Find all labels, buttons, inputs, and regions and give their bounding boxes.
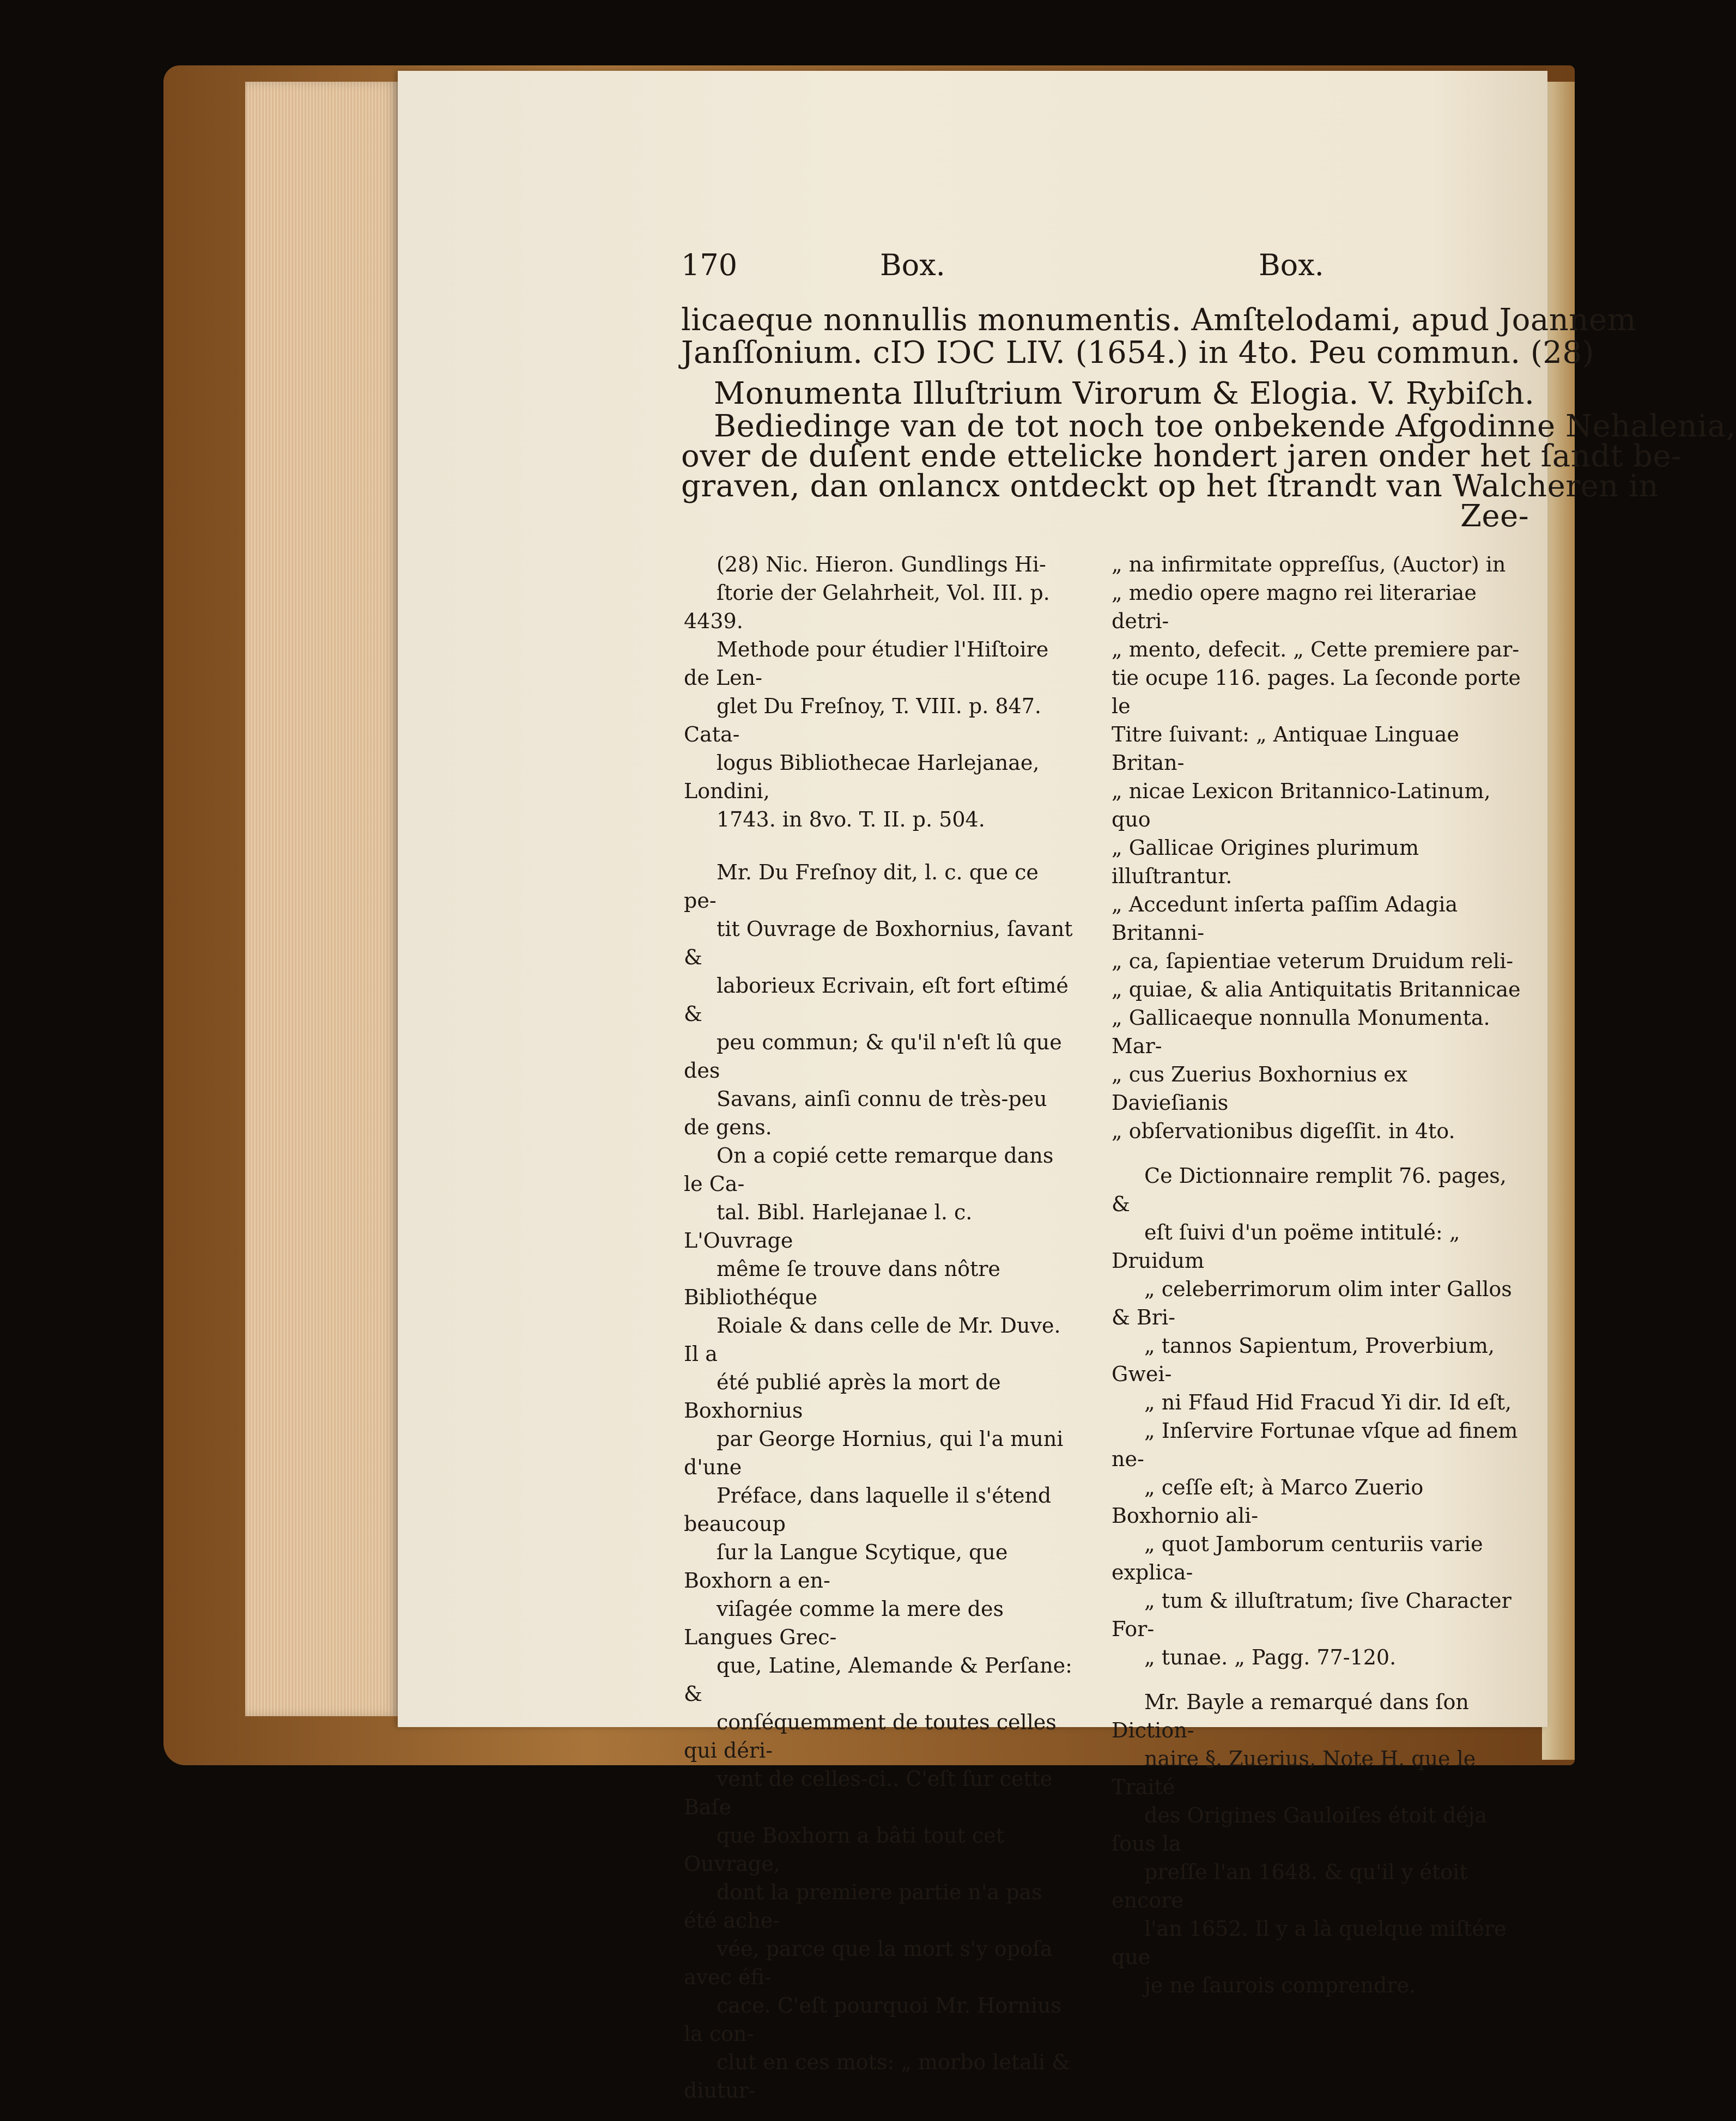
right-line: Mr. Bayle a remarqué dans ſon Diction- [1112,1690,1469,1742]
right-line: Ce Dictionnaire remplit 76. pages, & [1112,1164,1507,1216]
right-line: tie ocupe 116. pages. La ſeconde porte le [1112,666,1521,718]
footnote-line: ſtorie der Gelahrheit, Vol. III. p. 4439. [684,581,1050,633]
main-text-line: over de duſent ende ettelicke hondert jaren onder het ſandt be- [681,439,1682,474]
footnote-line: logus Bibliothecae Harlejanae, Londini, [684,751,1040,803]
right-line: „ celeberrimorum olim inter Gallos & Bri- [1112,1277,1512,1329]
remark-line: par George Hornius, qui l'a muni d'une [684,1427,1064,1479]
remark-line: conſéquemment de toutes celles qui déri- [684,1710,1057,1763]
remark-paragraph [684,858,1076,2105]
right-line: „ ni Ffaud Hid Fracud Yi dir. Id eſt, [1144,1390,1512,1414]
remark-line: Roiale & dans celle de Mr. Duve. Il a [684,1314,1061,1366]
right-line: Titre ſuivant: „ Antiquae Linguae Britan- [1112,722,1459,775]
right-line: naire §. Zuerius, Note H. que le Traité [1112,1747,1476,1799]
right-paragraph-1 [1112,550,1526,1145]
right-line: „ Gallicae Origines plurimum illuſtrantur. [1112,836,1419,888]
remark-line: clut en ces mots: „ morbo letali & diutur- [684,2050,1071,2102]
footnote-line: Methode pour étudier l'Hiſtoire de Len- [684,637,1049,690]
footnote-line: 1743. in 8vo. T. II. p. 504. [717,807,985,831]
remark-line: tal. Bibl. Harlejanae l. c. L'Ouvrage [684,1200,973,1253]
right-paragraph-3 [1112,1688,1526,2000]
main-text-line: licaeque nonnullis monumentis. Amſtelodami, apud Joannem [681,302,1637,338]
remark-line: peu commun; & qu'il n'eſt lû que des [684,1030,1062,1083]
remark-line: vent de celles-ci.. C'eſt ſur cette Baſe [684,1767,1053,1819]
remark-line: laborieux Ecrivain, eſt fort eſtimé & [684,974,1069,1026]
remark-line: Préface, dans laquelle il s'étend beaucoup [684,1484,1052,1536]
main-text-line: Monumenta Illuſtrium Virorum & Elogia. V. Rybiſch. [714,376,1535,411]
left-headword: Box. [880,248,945,282]
main-text-line: Zee- [1460,499,1529,534]
right-line: „ obſervationibus digeſſit. in 4to. [1112,1119,1455,1143]
right-line: eſt ſuivi d'un poëme intitulé: „ Druidum [1112,1220,1460,1273]
right-line: „ na infirmitate oppreſſus, (Auctor) in [1112,552,1506,576]
right-line: je ne ſaurois comprendre. [1144,1973,1416,1997]
remark-line: vée, parce que la mort s'y opoſa avec éfi- [684,1937,1053,1989]
footnote-line: (28) Nic. Hieron. Gundlings Hi- [717,552,1046,576]
remark-line: ſur la Langue Scytique, que Boxhorn a en- [684,1540,1008,1593]
remark-line: que, Latine, Alemande & Perſane: & [684,1654,1072,1706]
right-line: l'an 1652. Il y a là quelque miſtére que [1112,1917,1507,1969]
remark-line: que Boxhorn a bâti tout cet Ouvrage, [684,1824,1004,1876]
right-line: „ ca, ſapientiae veterum Druidum reli- [1112,949,1514,973]
remark-line: tit Ouvrage de Boxhornius, ſavant & [684,917,1073,969]
page-edges [245,82,398,1716]
remark-line: même ſe trouve dans nôtre Bibliothéque [684,1257,1000,1309]
right-line: „ quiae, & alia Antiquitatis Britannicae [1112,977,1521,1001]
right-column [1112,550,1526,2016]
right-line: „ nicae Lexicon Britannico-Latinum, quo [1112,779,1491,831]
remark-line: dont la premiere partie n'a pas été ache- [684,1880,1042,1932]
right-line: „ tannos Sapientum, Proverbium, Gwei- [1112,1334,1495,1386]
main-text-line: graven, dan onlancx ontdeckt op het ſtrandt van Walcheren in [681,469,1659,504]
remark-line: On a copié cette remarque dans le Ca- [684,1144,1054,1196]
right-line: „ tum & illuſtratum; ſive Character For- [1112,1589,1512,1641]
remark-line: cace. C'eſt pourquoi Mr. Hornius la con- [684,1994,1061,2046]
right-headword: Box. [1259,248,1324,282]
right-line: „ Gallicaeque nonnulla Monumenta. Mar- [1112,1006,1490,1058]
footnote-line: glet Du Freſnoy, T. VIII. p. 847. Cata- [684,694,1041,746]
right-line: des Origines Gauloiſes étoit déja ſous la [1112,1803,1488,1856]
right-line: preſſe l'an 1648. & qu'il y étoit encore [1112,1860,1468,1912]
right-line: „ quot Jamborum centuriis varie explica- [1112,1532,1483,1584]
main-text-line: Bediedinge van de tot noch toe onbekende Afgodinne Nehalenia, [714,409,1736,444]
remark-line: Mr. Du Freſnoy dit, l. c. que ce pe- [684,860,1039,913]
right-paragraph-2 [1112,1162,1526,1672]
right-line: „ tunae. „ Pagg. 77-120. [1144,1645,1397,1669]
remark-line: été publié après la mort de Boxhornius [684,1370,1001,1423]
remark-line: Savans, ainſi connu de très-peu de gens. [684,1087,1047,1139]
right-line: „ mento, defecit. „ Cette premiere par- [1112,637,1520,661]
right-line: „ Accedunt inſerta paſſim Adagia Britanni- [1112,892,1458,945]
left-column [684,550,1076,2121]
right-line: „ ceſſe eſt; à Marco Zuerio Boxhornio ali- [1112,1475,1424,1528]
page-number: 170 [681,248,738,282]
remark-line: viſagée comme la mere des Langues Grec- [684,1597,1004,1649]
right-line: „ medio opere magno rei literariae detri- [1112,581,1477,633]
footnote-28 [684,550,1076,834]
right-line: „ Inſervire Fortunae vſque ad finem ne- [1112,1419,1518,1471]
right-line: „ cus Zuerius Boxhornius ex Davieſianis [1112,1062,1408,1115]
main-text-line: Janſſonium. cIↃ IↃC LIV. (1654.) in 4to. Peu commun. (28) [681,335,1594,370]
